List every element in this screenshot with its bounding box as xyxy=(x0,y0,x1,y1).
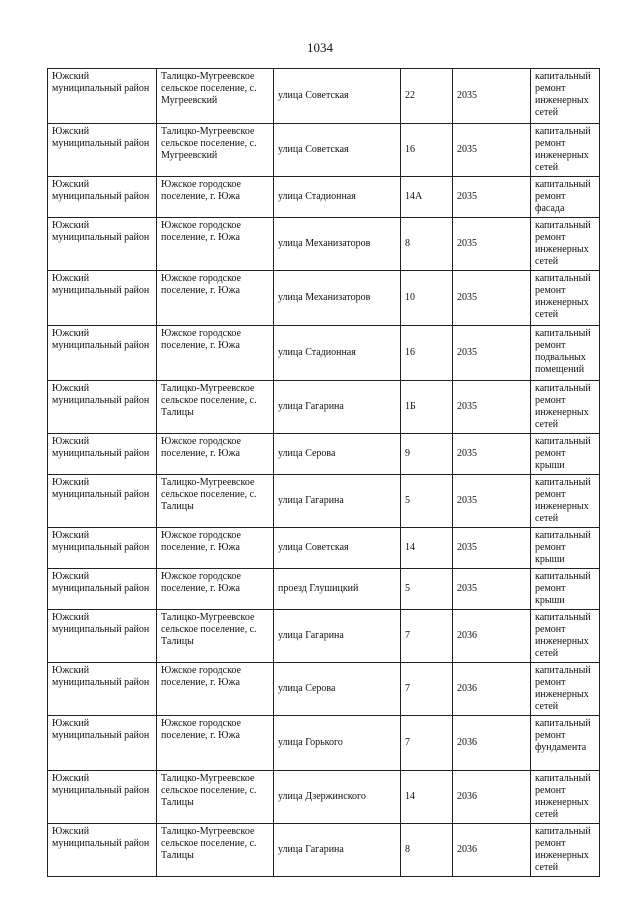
table-body xyxy=(48,69,600,877)
work-type-cell: капитальный ремонт крыши xyxy=(531,528,600,569)
street-cell: улица Горького xyxy=(274,716,401,771)
street-cell: улица Серова xyxy=(274,434,401,475)
year-cell: 2035 xyxy=(453,381,531,434)
house-number-cell: 1Б xyxy=(401,381,453,434)
year-cell: 2035 xyxy=(453,528,531,569)
street-cell: улица Гагарина xyxy=(274,824,401,877)
year-cell: 2036 xyxy=(453,716,531,771)
house-number-cell: 8 xyxy=(401,824,453,877)
settlement-cell: Южское городское поселение, г. Южа xyxy=(157,326,274,381)
house-number-cell: 14 xyxy=(401,528,453,569)
district-cell: Южский муниципальный район xyxy=(48,69,157,124)
year-cell: 2035 xyxy=(453,69,531,124)
street-cell: улица Механизаторов xyxy=(274,218,401,271)
district-cell: Южский муниципальный район xyxy=(48,475,157,528)
street-cell: улица Механизаторов xyxy=(274,271,401,326)
table-row xyxy=(48,326,600,381)
work-type-cell: капитальный ремонт инженерных сетей xyxy=(531,475,600,528)
settlement-cell: Южское городское поселение, г. Южа xyxy=(157,663,274,716)
work-type-cell: капитальный ремонт крыши xyxy=(531,569,600,610)
work-type-cell: капитальный ремонт инженерных сетей xyxy=(531,824,600,877)
district-cell: Южский муниципальный район xyxy=(48,663,157,716)
settlement-cell: Талицко-Мугреевское сельское поселение, с. Талицы xyxy=(157,771,274,824)
street-cell: улица Серова xyxy=(274,663,401,716)
house-number-cell: 22 xyxy=(401,69,453,124)
house-number-cell: 16 xyxy=(401,124,453,177)
house-number-cell: 14 xyxy=(401,771,453,824)
house-number-cell: 10 xyxy=(401,271,453,326)
page-number: 1034 xyxy=(307,40,333,55)
repair-schedule-table xyxy=(47,68,600,877)
district-cell: Южский муниципальный район xyxy=(48,177,157,218)
district-cell: Южский муниципальный район xyxy=(48,716,157,771)
settlement-cell: Южское городское поселение, г. Южа xyxy=(157,177,274,218)
settlement-cell: Южское городское поселение, г. Южа xyxy=(157,528,274,569)
table-row xyxy=(48,124,600,177)
table-row xyxy=(48,824,600,877)
year-cell: 2036 xyxy=(453,771,531,824)
street-cell: улица Советская xyxy=(274,124,401,177)
district-cell: Южский муниципальный район xyxy=(48,381,157,434)
year-cell: 2035 xyxy=(453,434,531,475)
work-type-cell: капитальный ремонт инженерных сетей xyxy=(531,124,600,177)
work-type-cell: капитальный ремонт подвальных помещений xyxy=(531,326,600,381)
house-number-cell: 8 xyxy=(401,218,453,271)
district-cell: Южский муниципальный район xyxy=(48,771,157,824)
street-cell: улица Стадионная xyxy=(274,177,401,218)
year-cell: 2036 xyxy=(453,824,531,877)
street-cell: проезд Глушицкий xyxy=(274,569,401,610)
work-type-cell: капитальный ремонт инженерных сетей xyxy=(531,218,600,271)
work-type-cell: капитальный ремонт фасада xyxy=(531,177,600,218)
district-cell: Южский муниципальный район xyxy=(48,434,157,475)
street-cell: улица Гагарина xyxy=(274,610,401,663)
work-type-cell: капитальный ремонт инженерных сетей xyxy=(531,663,600,716)
settlement-cell: Талицко-Мугреевское сельское поселение, с. Мугреевский xyxy=(157,69,274,124)
work-type-cell: капитальный ремонт инженерных сетей xyxy=(531,381,600,434)
table-row xyxy=(48,663,600,716)
year-cell: 2035 xyxy=(453,475,531,528)
district-cell: Южский муниципальный район xyxy=(48,528,157,569)
street-cell: улица Гагарина xyxy=(274,381,401,434)
table-row xyxy=(48,434,600,475)
house-number-cell: 14А xyxy=(401,177,453,218)
work-type-cell: капитальный ремонт инженерных сетей xyxy=(531,69,600,124)
house-number-cell: 5 xyxy=(401,475,453,528)
settlement-cell: Южское городское поселение, г. Южа xyxy=(157,271,274,326)
street-cell: улица Советская xyxy=(274,528,401,569)
year-cell: 2035 xyxy=(453,271,531,326)
settlement-cell: Талицко-Мугреевское сельское поселение, с. Талицы xyxy=(157,824,274,877)
table-row xyxy=(48,528,600,569)
work-type-cell: капитальный ремонт крыши xyxy=(531,434,600,475)
district-cell: Южский муниципальный район xyxy=(48,326,157,381)
district-cell: Южский муниципальный район xyxy=(48,124,157,177)
table-row xyxy=(48,610,600,663)
street-cell: улица Советская xyxy=(274,69,401,124)
year-cell: 2035 xyxy=(453,177,531,218)
district-cell: Южский муниципальный район xyxy=(48,824,157,877)
settlement-cell: Талицко-Мугреевское сельское поселение, с. Талицы xyxy=(157,475,274,528)
table-row xyxy=(48,569,600,610)
settlement-cell: Талицко-Мугреевское сельское поселение, с. Мугреевский xyxy=(157,124,274,177)
table-row xyxy=(48,177,600,218)
settlement-cell: Талицко-Мугреевское сельское поселение, с. Талицы xyxy=(157,381,274,434)
year-cell: 2035 xyxy=(453,218,531,271)
settlement-cell: Талицко-Мугреевское сельское поселение, с. Талицы xyxy=(157,610,274,663)
settlement-cell: Южское городское поселение, г. Южа xyxy=(157,218,274,271)
settlement-cell: Южское городское поселение, г. Южа xyxy=(157,569,274,610)
table-row xyxy=(48,69,600,124)
year-cell: 2036 xyxy=(453,663,531,716)
work-type-cell: капитальный ремонт фундамента xyxy=(531,716,600,771)
house-number-cell: 16 xyxy=(401,326,453,381)
table-row xyxy=(48,475,600,528)
house-number-cell: 7 xyxy=(401,716,453,771)
street-cell: улица Гагарина xyxy=(274,475,401,528)
table-row xyxy=(48,271,600,326)
district-cell: Южский муниципальный район xyxy=(48,218,157,271)
year-cell: 2035 xyxy=(453,569,531,610)
district-cell: Южский муниципальный район xyxy=(48,569,157,610)
table-row xyxy=(48,218,600,271)
house-number-cell: 7 xyxy=(401,610,453,663)
year-cell: 2036 xyxy=(453,610,531,663)
settlement-cell: Южское городское поселение, г. Южа xyxy=(157,434,274,475)
street-cell: улица Дзержинского xyxy=(274,771,401,824)
work-type-cell: капитальный ремонт инженерных сетей xyxy=(531,271,600,326)
work-type-cell: капитальный ремонт инженерных сетей xyxy=(531,771,600,824)
house-number-cell: 5 xyxy=(401,569,453,610)
house-number-cell: 7 xyxy=(401,663,453,716)
year-cell: 2035 xyxy=(453,124,531,177)
year-cell: 2035 xyxy=(453,326,531,381)
table-row xyxy=(48,381,600,434)
house-number-cell: 9 xyxy=(401,434,453,475)
street-cell: улица Стадионная xyxy=(274,326,401,381)
settlement-cell: Южское городское поселение, г. Южа xyxy=(157,716,274,771)
district-cell: Южский муниципальный район xyxy=(48,610,157,663)
table-row xyxy=(48,716,600,771)
table-row xyxy=(48,771,600,824)
work-type-cell: капитальный ремонт инженерных сетей xyxy=(531,610,600,663)
district-cell: Южский муниципальный район xyxy=(48,271,157,326)
